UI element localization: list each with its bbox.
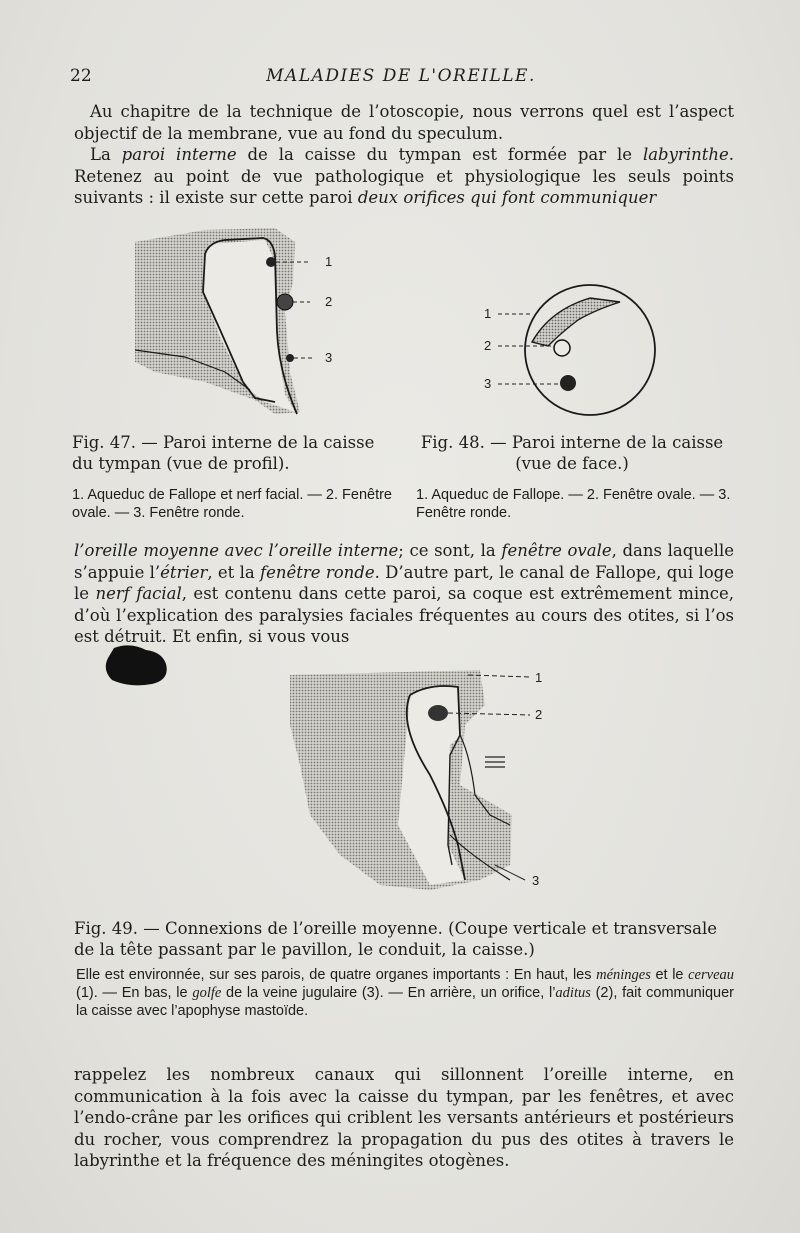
running-title: MALADIES DE L'OREILLE. — [266, 66, 536, 86]
figure-48-legend: 1. Aqueduc de Fallope. — 2. Fenêtre ovale. — 3. Fenêtre ronde. — [416, 487, 731, 521]
figure-48-illustration — [470, 280, 670, 420]
fig47-label-2: 2 — [325, 294, 333, 309]
fig49-label-3: 3 — [532, 873, 540, 888]
paragraph-labyrinthe: rappelez les nombreux canaux qui sillonnent l’oreille interne, en communication à la fois avec la caisse du tympan, par les fenêtres, et avec l’endo-crâne par les orifices qui criblent les versants antérieurs et postérieurs du rocher, vous comprendrez la propagation du pus des otites à travers le labyrinthe et la fréquence des méningites otogènes. — [74, 1065, 734, 1170]
figure-48-caption: Fig. 48. — Paroi interne de la caisse (vue de face.) — [420, 433, 724, 473]
page-header — [70, 66, 732, 90]
opening-paragraphs — [74, 101, 734, 209]
fig48-label-2: 2 — [484, 338, 492, 353]
fig47-label-1: 1 — [325, 254, 333, 269]
paragraph-otoscopie: Au chapitre de la technique de l’otoscopie, nous verrons quel est l’aspect objectif de la membrane, vue au fond du speculum. — [74, 102, 734, 143]
paragraph-communication: l’oreille moyenne avec l’oreille interne; ce sont, la fenêtre ovale, dans laquelle s’appuie l’étrier, et la fenêtre ronde. D’autre part, le canal de Fallope, qui loge le nerf facial, est contenu dans cette paroi, sa coque est extrêmement mince, d’où l’explication des paralysies faciales fréquentes au cours des otites, si l’os est détruit. Et enfin, si vous vous — [74, 541, 734, 646]
labyrinthe-term: labyrinthe — [642, 145, 729, 164]
fenetre-ovale-term: fenêtre ovale — [501, 541, 612, 560]
fig48-label-1: 1 — [484, 306, 492, 321]
figure-49-legend: Elle est environnée, sur ses parois, de quatre organes importants : En haut, les méninges et le cerveau (1). — En bas, le golfe de la veine jugulaire (3). — En arrière, un orifice, l’aditus (2), fait communiquer la caisse avec l’apophyse mastoïde. — [76, 967, 735, 1019]
figure-47-legend: 1. Aqueduc de Fallope et nerf facial. — 2. Fenêtre ovale. — 3. Fenêtre ronde. — [72, 487, 392, 521]
fig47-label-3: 3 — [325, 350, 333, 365]
figure-49-illustration — [280, 665, 570, 900]
paragraph-paroi-interne: La paroi interne de la caisse du tympan est formée par le labyrinthe. Retenez au point de vue pathologique et physiologique les seuls points suivants : il existe sur cette paroi deux orifices qui font communiquer — [74, 145, 734, 207]
fig48-label-3: 3 — [484, 376, 492, 391]
ink-blot-stain — [100, 640, 180, 690]
page-number: 22 — [70, 66, 92, 86]
fig49-label-2: 2 — [535, 707, 543, 722]
figure-49-caption: Fig. 49. — Connexions de l’oreille moyenne. (Coupe verticale et transversale de la tête passant par le pavillon, le conduit, la caisse.) — [74, 919, 717, 959]
figure-47-caption: Fig. 47. — Paroi interne de la caisse du tympan (vue de profil). — [72, 433, 375, 473]
figure-47-illustration — [125, 222, 355, 422]
fig49-label-1: 1 — [535, 670, 543, 685]
